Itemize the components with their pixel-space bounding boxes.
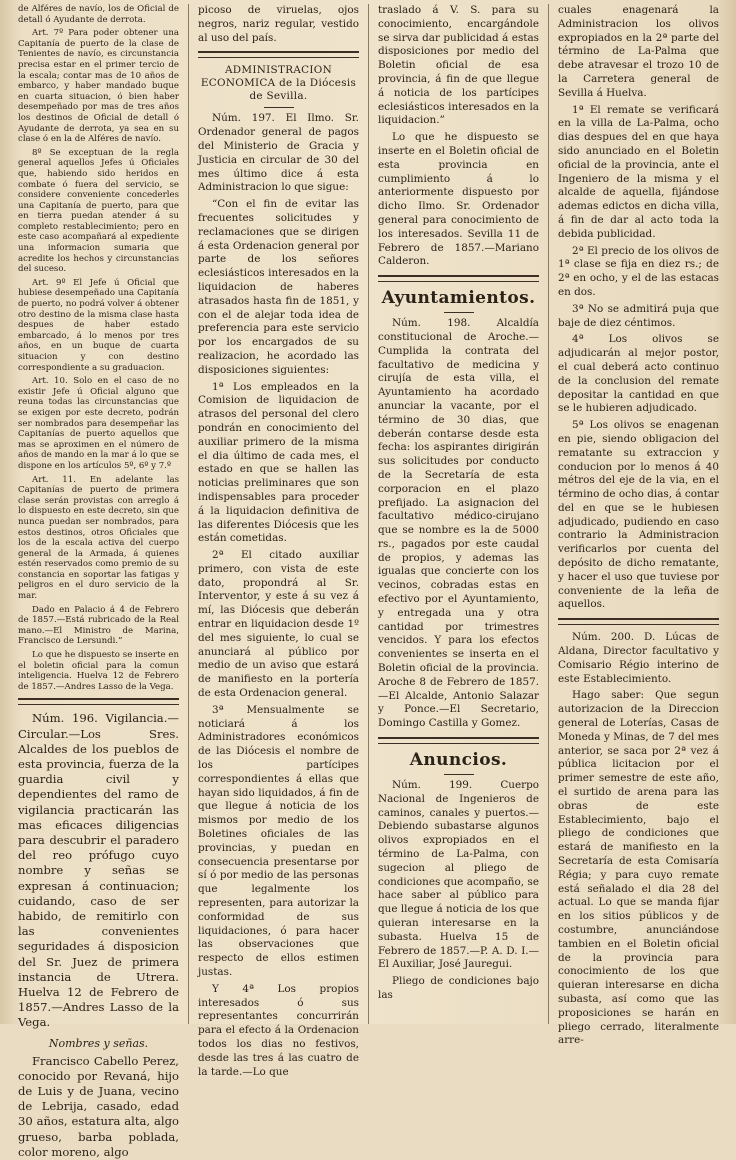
article-paragraph: 2ª El precio de los olivos de 1ª clase se fija en diez rs.; de 2ª en ocho, y el de las estacas en dos. xyxy=(558,244,719,298)
section-title: Anuncios. xyxy=(409,750,508,771)
article-paragraph: Núm. 200. D. Lúcas de Aldana, Director facultativo y Comisario Régio interino de este Establecimiento. xyxy=(558,631,719,685)
article-paragraph: Núm. 198. Alcaldía constitucional de Aroche.—Cumplida la contrata del facultativo de medicina y cirujía de esta villa, el Ayuntamiento ha acordado anunciar la vacante, por el término de 30 dias, que deberán contarse desde esta fecha: los aspirantes dirigirán sus solicitudes por conducto de la Secretaría de esta corporacion en el plazo prefijado. La asignacion del facultativo médico-cirujano que se nombre es la de 5000 rs., pagados por este caudal de propios, y ademas las igualas que concierte con los vecinos, cobradas estas en efectivo por el Ayuntamiento, y entregada una y otra cantidad por trimestres vencidos. Y para los efectos convenientes se inserta en el Boletin oficial de la provincia. Aroche 8 de Febrero de 1857.—El Alcalde, Antonio Salazar y Ponce.—El Secretario, Domingo Castilla y Gomez. xyxy=(378,317,539,730)
section-heading: ADMINISTRACION ECONOMICA de la Diócesis de Sevilla. xyxy=(200,64,357,103)
column-2 xyxy=(189,4,369,1078)
article-paragraph: picoso de viruelas, ojos negros, nariz regular, vestido al uso del país. xyxy=(198,4,359,44)
article-paragraph: Francisco Cabello Perez, conocido por Revaná, hijo de Luis y de Juana, vecino de Lebrija, casado, edad 30 años, estatura alta, algo grueso, barba poblada, color moreno, algo xyxy=(18,1053,179,1159)
article-paragraph: Art. 9º El Jefe ú Oficial que hubiese desempeñado una Capitanía de puerto, no podrá volver á obtener otro destino de la misma clase hasta despues de haber estado embarcado, á lo menos por tres años, en un buque de cuarta situacion y con destino correspondiente a su graduacion. xyxy=(18,277,179,373)
section-divider xyxy=(558,618,719,625)
article-paragraph: Lo que he dispuesto se inserte en el Boletin oficial de esta provincia en cumplimiento á lo anteriormente dispuesto por dicho Ilmo. Sr. Ordenador general para conocimiento de los interesados. Sevilla 11 de Febrero de 1857.—Mariano Calderon. xyxy=(378,131,539,268)
short-divider xyxy=(444,774,474,775)
subheading: Nombres y señas. xyxy=(48,1036,149,1050)
article-paragraph: de Alféres de navío, los de Oficial de detall ó Ayudante de derrota. xyxy=(18,4,179,25)
article-paragraph: Lo que he dispuesto se inserte en el boletin oficial para la comun inteligencia. Huelva 12 de Febrero de 1857.—Andres Lasso de la Vega. xyxy=(18,650,179,692)
article-paragraph: Hago saber: Que segun autorizacion de la Direccion general de Loterías, Casas de Moneda y Minas, de 7 del mes anterior, se saca por 2ª vez á pública licitacion por el primer semestre de este año, el surtido de arena para las obras de este Establecimiento, bajo el pliego de condiciones que estará de manifiesto en la Secretaría de esta Comisaría Régia; y para cuyo remate está señalado el dia 28 del actual. Lo que se manda fijar en los sitios públicos y de costumbre, anunciándose tambien en el Boletin oficial de la provincia para conocimiento de los que quieran interesarse en dicha subasta, así como que las proposiciones se harán en pliego cerrado, literalmente arre- xyxy=(558,689,719,1047)
article-paragraph: Pliego de condiciones bajo las xyxy=(378,975,539,1001)
article-paragraph: Art. 7º Para poder obtener una Capitanía de puerto de la clase de Tenientes de navío, es circunstancia precisa estar en el primer tercio de la escala; contar mas de 10 años de embarco, y haber mandado buque en cuarta situacion, ó bien haber desempeñado por mas de tres años los destinos de Oficial de detall ó Ayudante de derrota, ya sea en su clase ó en la de Alféres de navío. xyxy=(18,28,179,145)
article-paragraph: “Con el fin de evitar las frecuentes solicitudes y reclamaciones que se dirigen á esta Ordenacion general por parte de los señores eclesiásticos interesados en la liquidacion de haberes atrasados hasta fin de 1851, y con el de alejar toda idea de preferencia para este servicio por los encargados de su realizacion, he acordado las disposiciones siguientes: xyxy=(198,198,359,376)
section-divider xyxy=(378,275,539,282)
article-paragraph: 3ª Mensualmente se noticiará á los Administradores económicos de las Diócesis el nombre de los partícipes correspondientes á ellas que hayan sido liquidados, á fin de que llegue á noticia de los mismos por medio de los Boletines oficiales de las provincias, y puedan en consecuencia presentarse por sí ó por medio de las personas que legalmente los representen, para autorizar la conformidad de sus liquidaciones, ó para hacer las observaciones que respecto de ellos estimen justas. xyxy=(198,703,359,978)
article-paragraph: 1ª Los empleados en la Comision de liquidacion de atrasos del personal del clero pondrán en conocimiento del auxiliar primero de la misma el dia último de cada mes, el estado en que se hallen las noticias preliminares que son indispensables para proceder á la liquidacion definitiva de las diferentes Diócesis que les están cometidas. xyxy=(198,380,359,545)
short-divider xyxy=(264,107,294,108)
section-divider xyxy=(378,737,539,744)
article-paragraph: Y 4ª Los propios interesados ó sus representantes concurrirán para el efecto á la Ordenacion todos los dias no festivos, desde las tres á las cuatro de la tarde.—Lo que xyxy=(198,982,359,1078)
article-paragraph: 2ª El citado auxiliar primero, con vista de este dato, propondrá al Sr. Interventor, y este á su vez á mí, las Diócesis que deberán entrar en liquidacion desde 1º del mes siguiente, lo cual se anunciará al público por medio de un aviso que estará de manifiesto en la portería de esta Ordenacion general. xyxy=(198,549,359,700)
article-paragraph: Dado en Palacio á 4 de Febrero de 1857.—Está rubricado de la Real mano.—El Ministro de Marina, Francisco de Lersundi.” xyxy=(18,604,179,647)
short-divider xyxy=(444,312,474,313)
article-paragraph: 1ª El remate se verificará en la villa de La-Palma, ocho dias despues del en que haya sido anunciado en el Boletin oficial de la provincia, ante el Ingeniero de la misma y el alcalde de aquella, fijándose ademas edictos en dicha villa, á fin de dar al acto toda la debida publicidad. xyxy=(558,103,719,240)
section-divider xyxy=(198,51,359,58)
column-3 xyxy=(369,4,549,1024)
article-paragraph: 5ª Los olivos se enagenan en pie, siendo obligacion del rematante su extraccion y conducion por lo menos á 40 métros del eje de la via, en el término de ocho dias, á contar del en que se le hubiesen adjudicado, pudiendo en caso contrario la Administracion verificarlos por cuenta del depósito de dicho rematante, y hacer el uso que tuviese por conveniente de la leña de aquellos. xyxy=(558,419,719,611)
article-paragraph: Art. 11. En adelante las Capitanías de puerto de primera clase serán provistas con arreglo á lo dispuesto en este decreto, sin que nunca puedan ser nombrados, para estos destinos, otros Oficiales que los de la escala activa del cuerpo general de la Armada, á quienes estén reservados como premio de su constancia en soportar las fatigas y peligros en el duro servicio de la mar. xyxy=(18,474,179,602)
article-paragraph: 3ª No se admitirá puja que baje de diez céntimos. xyxy=(558,302,719,329)
article-paragraph: Núm. 199. Cuerpo Nacional de Ingenieros de caminos, canales y puertos.—Debiendo subastarse algunos olivos expropiados en el término de La-Palma, con sugecion al pliego de condiciones que acompaño, se hace saber al público para que llegue á noticia de los que quieran interesarse en la subasta. Huelva 15 de Febrero de 1857.—P. A. D. I.—El Auxiliar, José Jauregui. xyxy=(378,779,539,971)
article-paragraph: traslado á V. S. para su conocimiento, encargándole se sirva dar publicidad á estas disposiciones por medio del Boletin oficial de esa provincia, á fin de que llegue á noticia de los partícipes eclesiásticos interesados en la liquidacion.” xyxy=(378,4,539,127)
article-paragraph: Núm. 196. Vigilancia.— Circular.—Los Sres. Alcaldes de los pueblos de esta provincia, fuerza de la guardia civil y dependientes del ramo de vigilancia practicarán las mas eficaces diligencias para descubrir el paradero del reo prófugo cuyo nombre y señas se expresan á continuacion; cuidando, caso de ser habido, de remitirlo con las convenientes seguridades á disposicion del Sr. Juez de primera instancia de Utrera. Huelva 12 de Febrero de 1857.—Andres Lasso de la Vega. xyxy=(18,711,179,1030)
article-paragraph: 4ª Los olivos se adjudicarán al mejor postor, el cual deberá acto continuo de la conclusion del remate depositar la cantidad en que se le hubieren adjudicado. xyxy=(558,333,719,415)
section-divider xyxy=(18,698,179,705)
column-4 xyxy=(549,4,728,1047)
article-paragraph: 8º Se exceptuan de la regla general aquellos Jefes ú Oficiales que, habiendo sido heridos en combate ó fuera del servicio, se considere conveniente concederles una Capitanía de puerto, para que en tierra puedan atender á su completo restablecimiento; pero en este caso acompañará al expediente una informacion sumaria que acredite los hechos y circunstancias del suceso. xyxy=(18,147,179,275)
article-paragraph: cuales enagenará la Administracion los olivos expropiados en la 2ª parte del término de La-Palma que debe atravesar el trozo 10 de la Carretera general de Sevilla á Huelva. xyxy=(558,4,719,99)
section-title: Ayuntamientos. xyxy=(381,288,536,309)
article-paragraph: Art. 10. Solo en el caso de no existir Jefe ú Oficial alguno que reuna todas las circunstancias que se exigen por este decreto, podrán ser nombrados para desempeñar las Capitanías de puerto aquellos que mas se aproximen en el número de años de mando en la mar á lo que se dispone en los artículos 5º, 6º y 7.º xyxy=(18,376,179,471)
column-1 xyxy=(18,4,189,1159)
article-paragraph: Núm. 197. El Ilmo. Sr. Ordenador general de pagos del Ministerio de Gracia y Justicia en circular de 30 del mes último dice á esta Administracion lo que sigue: xyxy=(198,112,359,194)
